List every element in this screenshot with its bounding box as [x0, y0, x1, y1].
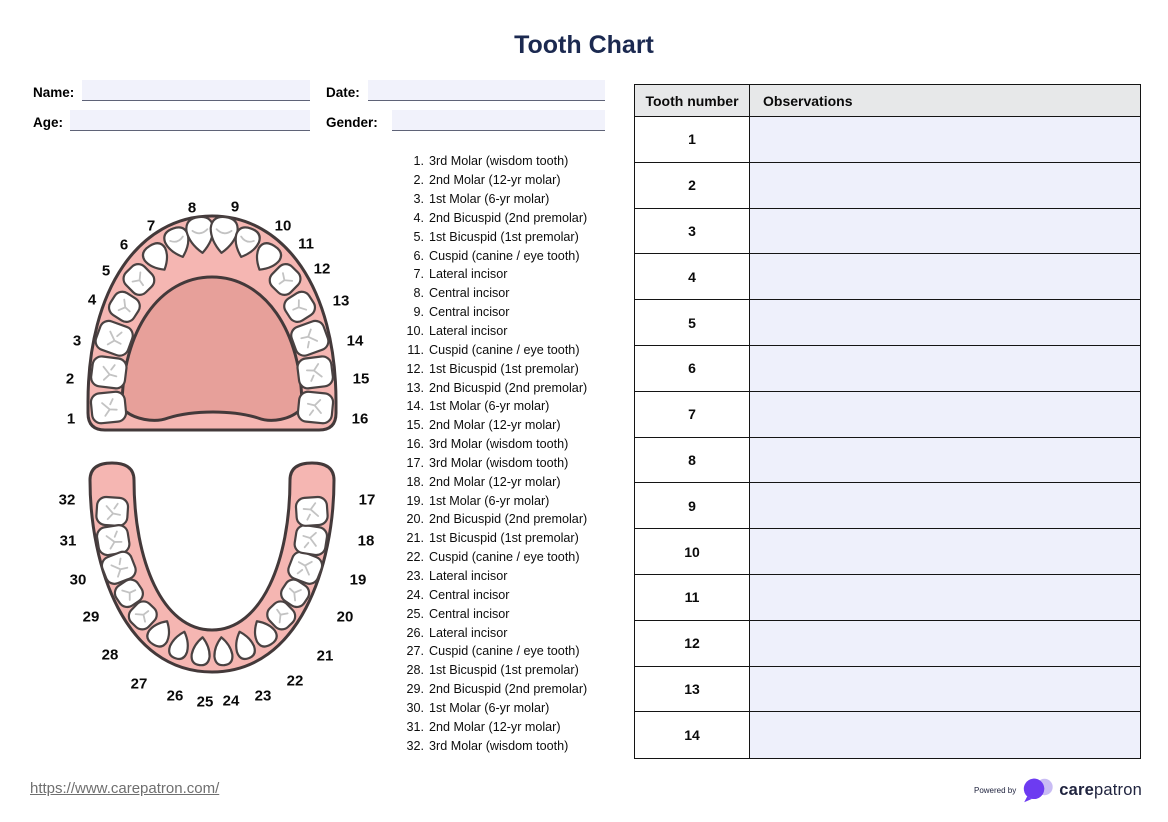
tooth-list-number: 14.: [406, 399, 424, 414]
observation-row: [635, 300, 1140, 346]
tooth-list-name: 3rd Molar (wisdom tooth): [429, 738, 569, 753]
tooth-number-cell: 8: [635, 438, 750, 483]
tooth-list-name: Central incisor: [429, 587, 510, 602]
tooth-number-label: 14: [346, 332, 364, 350]
tooth-number-label: 28: [101, 646, 119, 664]
brand-name-regular: patron: [1094, 780, 1142, 799]
tooth-list-item: [399, 265, 621, 284]
tooth-number-cell: 13: [635, 667, 750, 712]
tooth-list-item: [399, 510, 621, 529]
tooth-list-item: [399, 736, 621, 755]
tooth-list-number: 7.: [413, 267, 424, 282]
name-input[interactable]: [82, 80, 310, 101]
observations-table: [634, 84, 1141, 759]
tooth-list-number: 32.: [406, 738, 424, 753]
observation-cell[interactable]: [750, 483, 1140, 528]
tooth-list-name: 2nd Bicuspid (2nd premolar): [429, 210, 588, 225]
age-label: Age:: [33, 115, 63, 130]
tooth-number-cell: 7: [635, 392, 750, 437]
tooth-list-number: 31.: [406, 719, 424, 734]
tooth-list-item: [399, 209, 621, 228]
observation-cell[interactable]: [750, 392, 1140, 437]
tooth-list-name: 3rd Molar (wisdom tooth): [429, 437, 569, 452]
observation-cell[interactable]: [750, 712, 1140, 758]
tooth-number-label: 26: [166, 687, 184, 705]
tooth-number-cell: 3: [635, 209, 750, 254]
tooth-list-item: [399, 378, 621, 397]
tooth-list-name: 1st Bicuspid (1st premolar): [429, 531, 579, 546]
tooth-list-number: 20.: [406, 512, 424, 527]
tooth-number-label: 16: [351, 410, 369, 428]
tooth-number-cell: 12: [635, 621, 750, 666]
observation-cell[interactable]: [750, 346, 1140, 391]
tooth-list-number: 18.: [406, 474, 424, 489]
observation-cell[interactable]: [750, 438, 1140, 483]
gender-label: Gender:: [326, 115, 378, 130]
tooth-number-label: 32: [58, 491, 76, 509]
observation-row: [635, 392, 1140, 438]
tooth-list-item: [399, 322, 621, 341]
observation-row: [635, 209, 1140, 255]
observation-cell[interactable]: [750, 300, 1140, 345]
tooth-list-item: [399, 698, 621, 717]
tooth-list-number: 3.: [413, 192, 424, 207]
tooth-list-name: 1st Bicuspid (1st premolar): [429, 663, 579, 678]
tooth-list-name: 1st Bicuspid (1st premolar): [429, 361, 579, 376]
dental-arches-diagram: [40, 190, 390, 720]
tooth-number-cell: 10: [635, 529, 750, 574]
tooth-number-header: Tooth number: [635, 85, 750, 116]
observations-table-header: [635, 85, 1140, 117]
name-label: Name:: [33, 85, 75, 100]
tooth-list-number: 25.: [406, 606, 424, 621]
tooth-list-name: Lateral incisor: [429, 324, 508, 339]
carepatron-logo-icon: [1023, 777, 1054, 803]
age-input[interactable]: [70, 110, 310, 131]
tooth-number-label: 29: [82, 608, 100, 626]
tooth-number-label: 5: [101, 262, 111, 280]
tooth-list-number: 27.: [406, 644, 424, 659]
tooth-list-item: [399, 604, 621, 623]
tooth-number-cell: 11: [635, 575, 750, 620]
tooth-list-item: [399, 529, 621, 548]
gender-input[interactable]: [392, 110, 605, 131]
observation-row: [635, 438, 1140, 484]
tooth-list-name: Central incisor: [429, 606, 510, 621]
observation-cell[interactable]: [750, 254, 1140, 299]
tooth-list-name: 1st Molar (6-yr molar): [429, 192, 550, 207]
tooth-list-number: 12.: [406, 361, 424, 376]
observation-row: [635, 667, 1140, 713]
tooth-list-number: 16.: [406, 437, 424, 452]
tooth-list-name: 3rd Molar (wisdom tooth): [429, 455, 569, 470]
powered-by-brand: [974, 777, 1142, 803]
tooth-number-label: 9: [230, 198, 240, 216]
tooth-list-number: 24.: [406, 587, 424, 602]
tooth-list-item: [399, 585, 621, 604]
tooth-number-label: 21: [316, 647, 334, 665]
tooth-list-number: 30.: [406, 700, 424, 715]
tooth-number-label: 8: [187, 199, 197, 217]
tooth-number-cell: 14: [635, 712, 750, 758]
tooth-list-name: Lateral incisor: [429, 568, 508, 583]
tooth-number-cell: 2: [635, 163, 750, 208]
tooth-list-number: 11.: [407, 342, 424, 357]
observation-row: [635, 529, 1140, 575]
tooth-number-cell: 1: [635, 117, 750, 162]
powered-by-label: Powered by: [973, 785, 1017, 795]
tooth-number-label: 25: [196, 693, 214, 711]
tooth-list-item: [399, 717, 621, 736]
tooth-number-label: 17: [358, 491, 376, 509]
tooth-list-name: 2nd Molar (12-yr molar): [429, 719, 561, 734]
observations-header: Observations: [763, 92, 853, 109]
tooth-list-name: Cuspid (canine / eye tooth): [429, 248, 580, 263]
tooth-list-name: Cuspid (canine / eye tooth): [429, 342, 580, 357]
tooth-list-number: 21.: [406, 531, 424, 546]
tooth-number-label: 6: [119, 236, 129, 254]
tooth-list-number: 23.: [406, 568, 424, 583]
tooth-list-item: [399, 284, 621, 303]
tooth-list-item: [399, 680, 621, 699]
tooth-number-label: 1: [66, 410, 76, 428]
tooth-list-name: Cuspid (canine / eye tooth): [429, 550, 580, 565]
tooth-number-label: 3: [72, 332, 82, 350]
tooth-number-cell: 6: [635, 346, 750, 391]
tooth-list-number: 19.: [406, 493, 424, 508]
observation-row: [635, 117, 1140, 163]
tooth-number-cell: 4: [635, 254, 750, 299]
tooth-number-label: 31: [59, 532, 77, 550]
tooth-list-number: 29.: [406, 682, 424, 697]
tooth-list-name: 2nd Bicuspid (2nd premolar): [429, 380, 588, 395]
tooth-list-name: 1st Bicuspid (1st premolar): [429, 229, 579, 244]
observation-cell[interactable]: [750, 209, 1140, 254]
tooth-list-name: Central incisor: [429, 286, 510, 301]
tooth-list-item: [399, 491, 621, 510]
tooth-list-item: [399, 246, 621, 265]
tooth-list-item: [399, 567, 621, 586]
tooth-number-label: 2: [65, 370, 75, 388]
tooth-list-number: 22.: [406, 550, 424, 565]
tooth-list-name: 1st Molar (6-yr molar): [429, 700, 550, 715]
tooth-number-label: 22: [286, 672, 304, 690]
observation-cell[interactable]: [750, 667, 1140, 712]
upper-tooth: [297, 391, 334, 424]
tooth-list-name: 2nd Bicuspid (2nd premolar): [429, 682, 588, 697]
tooth-list-item: [399, 454, 621, 473]
website-link[interactable]: https://www.carepatron.com/: [30, 780, 220, 797]
tooth-list-number: 5.: [413, 229, 424, 244]
tooth-list-item: [399, 171, 621, 190]
tooth-list-number: 6.: [413, 248, 424, 263]
observation-cell[interactable]: [750, 163, 1140, 208]
observation-cell[interactable]: [750, 117, 1140, 162]
tooth-list-item: [399, 359, 621, 378]
tooth-list-item: [399, 340, 621, 359]
tooth-list-name: 3rd Molar (wisdom tooth): [429, 154, 569, 169]
tooth-list-number: 4.: [413, 210, 424, 225]
tooth-list-name: Lateral incisor: [429, 625, 508, 640]
tooth-list-item: [399, 190, 621, 209]
tooth-number-label: 13: [332, 292, 350, 310]
tooth-number-label: 30: [69, 571, 87, 589]
tooth-list-item: [399, 397, 621, 416]
tooth-number-label: 7: [146, 217, 156, 235]
tooth-list-number: 17.: [406, 455, 424, 470]
tooth-list-name: 2nd Molar (12-yr molar): [429, 474, 561, 489]
tooth-number-label: 19: [349, 571, 367, 589]
page-title: Tooth Chart: [514, 31, 654, 59]
tooth-list-number: 9.: [413, 305, 424, 320]
lower-tooth: [293, 524, 328, 556]
tooth-number-label: 12: [313, 260, 331, 278]
tooth-number-label: 20: [336, 608, 354, 626]
tooth-list-number: 2.: [413, 173, 424, 188]
tooth-number-label: 10: [274, 217, 292, 235]
tooth-number-label: 18: [357, 532, 375, 550]
observation-cell[interactable]: [750, 575, 1140, 620]
upper-tooth: [90, 355, 127, 389]
tooth-number-label: 24: [222, 692, 240, 710]
tooth-list-item: [399, 435, 621, 454]
tooth-list-item: [399, 548, 621, 567]
lower-tooth: [96, 496, 129, 526]
tooth-number-label: 23: [254, 687, 272, 705]
observation-row: [635, 575, 1140, 621]
tooth-list-name: 2nd Molar (12-yr molar): [429, 418, 561, 433]
tooth-number-cell: 9: [635, 483, 750, 528]
observation-row: [635, 346, 1140, 392]
tooth-list-item: [399, 661, 621, 680]
tooth-list-item: [399, 416, 621, 435]
observation-cell[interactable]: [750, 529, 1140, 574]
upper-tooth: [90, 391, 127, 424]
tooth-list-item: [399, 303, 621, 322]
upper-tooth: [296, 355, 333, 389]
tooth-list-number: 13.: [406, 380, 424, 395]
tooth-list-item: [399, 152, 621, 171]
tooth-number-label: 4: [87, 291, 97, 309]
tooth-list-name: 1st Molar (6-yr molar): [429, 493, 550, 508]
tooth-name-list: [399, 152, 621, 755]
tooth-list-number: 15.: [406, 418, 424, 433]
date-input[interactable]: [368, 80, 605, 101]
tooth-list-number: 8.: [413, 286, 424, 301]
brand-name-bold: care: [1059, 780, 1094, 799]
tooth-number-label: 27: [130, 675, 148, 693]
date-label: Date:: [326, 85, 360, 100]
tooth-list-item: [399, 472, 621, 491]
observation-row: [635, 254, 1140, 300]
tooth-list-name: 1st Molar (6-yr molar): [429, 399, 550, 414]
tooth-list-number: 28.: [406, 663, 424, 678]
tooth-list-item: [399, 623, 621, 642]
lower-tooth: [295, 496, 328, 526]
tooth-list-name: 2nd Molar (12-yr molar): [429, 173, 561, 188]
tooth-list-number: 1.: [413, 154, 424, 169]
tooth-number-cell: 5: [635, 300, 750, 345]
brand-name: [1059, 781, 1142, 800]
observation-cell[interactable]: [750, 621, 1140, 666]
observation-row: [635, 621, 1140, 667]
tooth-list-name: 2nd Bicuspid (2nd premolar): [429, 512, 588, 527]
tooth-list-name: Lateral incisor: [429, 267, 508, 282]
tooth-list-name: Central incisor: [429, 305, 510, 320]
observation-row: [635, 712, 1140, 758]
tooth-list-number: 10.: [406, 324, 424, 339]
tooth-list-item: [399, 227, 621, 246]
observations-table-body: [635, 117, 1140, 758]
observation-row: [635, 163, 1140, 209]
observation-row: [635, 483, 1140, 529]
tooth-list-item: [399, 642, 621, 661]
tooth-number-label: 11: [298, 235, 314, 253]
tooth-list-name: Cuspid (canine / eye tooth): [429, 644, 580, 659]
tooth-number-label: 15: [352, 370, 370, 388]
tooth-list-number: 26.: [406, 625, 424, 640]
